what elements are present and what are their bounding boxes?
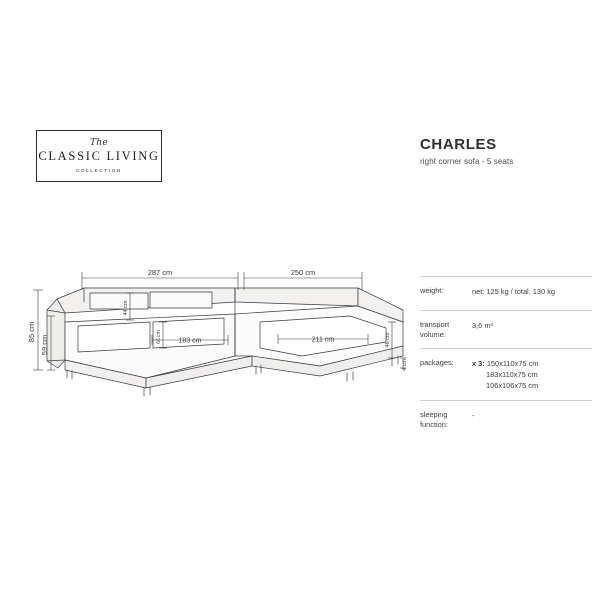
spec-label-sleeping-function [420,410,475,429]
dimension-top-left: 287 cm [147,268,173,277]
spec-row-sleeping-function [420,400,592,438]
spec-list [420,276,592,438]
page-title: CHARLES [420,136,497,153]
brand-logo [36,130,162,182]
dimension-seat-depth: 66 cm [156,330,162,344]
spec-value-weight: net: 125 kg / total: 130 kg [472,287,555,296]
spec-value-packages [472,358,538,391]
package-line [472,380,538,391]
package-line [472,369,538,380]
logo-subtitle-text: COLLECTION [75,168,123,173]
spec-value-transport-volume: 3,6 m³ [472,321,493,330]
dimension-left-seat-width: 183 cm [178,337,202,345]
dimension-seat-height: 59 cm [40,334,49,356]
package-size-1: 150x110x75 cm [486,359,539,368]
dimension-leg-height: 4 cm [402,359,408,371]
package-size-2: 183x110x75 cm [485,370,538,379]
product-subtitle: right corner sofa - 5 seats [420,157,514,166]
spec-value-sleeping-function: - [472,411,475,420]
logo-name-text: CLASSIC LIVING [38,149,160,163]
spec-label-packages: packages: [420,358,454,367]
dimension-back-height: 44 cm [123,300,129,316]
spec-label-transport-volume [420,320,472,339]
spec-label-transport-volume-line1: transport [420,320,450,329]
package-line [472,358,538,369]
spec-label-weight: weight: [420,286,444,295]
spec-row-transport-volume [420,310,592,348]
dimension-right-seat-width: 211 cm [311,336,335,344]
package-size-3: 106x106x75 cm [485,381,539,390]
dimension-top-right: 250 cm [290,268,316,277]
package-count: x 3: [472,359,485,368]
product-title-block [420,136,590,166]
logo-script-text: The [89,138,109,148]
spec-row-weight [420,276,592,310]
spec-label-sleeping-line2: function: [420,419,448,429]
spec-row-packages [420,348,592,400]
dimension-total-height: 85 cm [27,321,36,343]
dimension-right-depth: 46 cm [385,332,391,348]
spec-label-sleeping-line1: sleeping [420,410,448,419]
sofa-technical-drawing [20,260,410,410]
spec-label-transport-volume-line2: volume: [420,329,446,339]
